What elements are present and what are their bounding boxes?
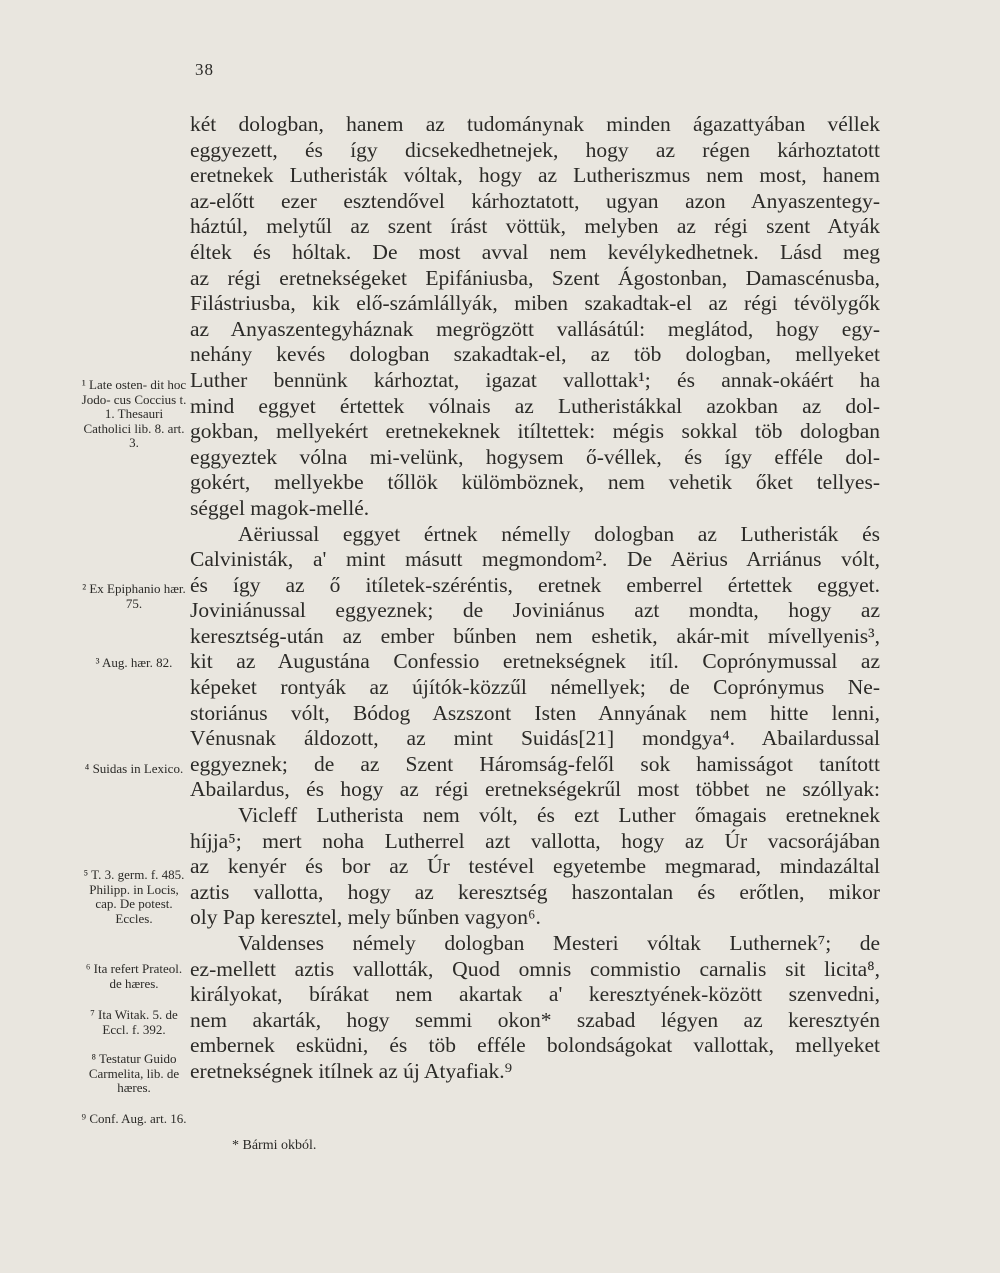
text-line: Luther bennünk kárhoztat, igazat vallottak¹; és annak-okáért ha <box>190 367 880 392</box>
text-line: híjja⁵; mert noha Lutherrel azt vallotta, hogy az Úr vacsorájában <box>190 828 880 853</box>
text-line: nem akarták, hogy semmi okon* szabad légyen az keresztyén <box>190 1007 880 1032</box>
text-line: két dologban, hanem az tudománynak minden ágazattyában véllek <box>190 112 880 136</box>
text-line: embernek esküdni, és töb efféle bolondságokat vallottak, mellyeket <box>190 1033 880 1058</box>
text-line: Valdenses némely dologban Mesteri vóltak Luthernek⁷; de <box>238 931 880 955</box>
text-line: Vicleff Lutherista nem vólt, és ezt Luther őmagais eretneknek <box>238 803 880 828</box>
text-line: az-előtt ezer esztendővel kárhoztatott, ugyan azon Anyaszentegy- <box>190 188 880 213</box>
text-line: eggyezett, és így dicsekedhetnejek, hogy az régen kárhoztatott <box>190 137 880 162</box>
text-line: ez-mellett aztis vallották, Quod omnis commistio carnalis sit licita⁸, <box>190 956 880 981</box>
text-line: királyokat, bírákat nem akartak a' keresztyének-között szenvedni, <box>190 982 880 1007</box>
text-line: eggyeztek vólna mi-velünk, hogysem ő-véllek, és így efféle dol- <box>190 444 880 469</box>
text-line: eretnekek Lutheristák vóltak, hogy az Lutheriszmus nem most, hanem <box>190 163 880 188</box>
margin-note: ⁴ Suidas in Lexico. <box>84 761 184 776</box>
text-line: kit az Augustána Confessio eretnekségnek itíl. Coprónymussal az <box>190 649 880 674</box>
text-line: oly Pap keresztel, mely bűnben vagyon⁶. <box>190 905 541 930</box>
text-line: az kenyér és bor az Úr testével egyetembe megmarad, mindazáltal <box>190 854 880 879</box>
page-number: 38 <box>195 60 214 79</box>
text-line: Abailardus, és hogy az régi eretnekségekrűl most többet ne szóllyak: <box>190 777 880 802</box>
text-line: gokban, mellyekért eretnekeknek itíltettek: mégis sokkal töb dologban <box>190 419 880 444</box>
text-line: gokért, mellyekbe tőllök külömböznek, nem vehetik őket tellyes- <box>190 470 880 495</box>
footnote: * Bármi okból. <box>232 1138 317 1153</box>
text-line: Vénusnak áldozott, az mint Suidás[21] mondgya⁴. Abailardussal <box>190 726 880 751</box>
text-line: séggel magok-mellé. <box>190 495 370 520</box>
text-line: Calvinisták, a' mint másutt megmondom². De Aërius Arriánus vólt, <box>190 547 880 572</box>
margin-note: ⁹ Conf. Aug. art. 16. <box>81 1111 187 1126</box>
text-line: storiánus vólt, Bódog Aszszont Isten Annyának nem hitte lenni, <box>190 700 880 725</box>
text-line: Aëriussal eggyet értnek némelly dologban az Lutheristák és <box>238 521 880 546</box>
margin-note: ¹ Late osten- dit hoc Jodo- cus Coccius t. 1. Thesauri Catholici lib. 8. art. 3. <box>81 377 187 450</box>
body-text <box>190 112 880 1085</box>
text-line: háztúl, melytűl az szent írást vöttük, melyben az régi szent Atyák <box>190 214 880 239</box>
text-line: az Anyaszentegyháznak megrögzött vallásátúl: meglátod, hogy egy- <box>190 316 880 341</box>
margin-note: ⁶ Ita refert Prateol. de hæres. <box>85 961 183 991</box>
margin-note: ⁷ Ita Witak. 5. de Eccl. f. 392. <box>90 1007 178 1037</box>
text-line: Filástriusba, kik elő-számlállyák, miben szakadtak-el az régi tévölygők <box>190 291 880 316</box>
text-line: Joviniánussal eggyeznek; de Joviniánus azt mondta, hogy az <box>190 598 880 623</box>
margin-note: ³ Aug. hær. 82. <box>95 655 173 670</box>
text-line: nehány kevés dologban szakadtak-el, az töb dologban, mellyeket <box>190 342 880 367</box>
text-line: az régi eretnekségeket Epifániusba, Szent Ágostonban, Damascénusba, <box>190 265 880 290</box>
margin-note: ⁵ T. 3. germ. f. 485. Philipp. in Locis, cap. De potest. Eccles. <box>83 867 185 926</box>
text-line: eggyeznek; de az Szent Háromság-felől sok hamisságot tanított <box>190 751 880 776</box>
text-line: keresztség-után az ember bűnben nem eshetik, akár-mit mívellyenis³, <box>190 623 880 648</box>
text-line: eretnekségnek itílnek az új Atyafiak.⁹ <box>190 1058 513 1083</box>
text-line: és így az ő itíletek-széréntis, eretnek emberrel értettek eggyet. <box>190 572 880 597</box>
text-line: képeket rontyák az újítók-közzűl némellyek; de Coprónymus Ne- <box>190 675 880 700</box>
margin-note: ² Ex Epiphanio hær. 75. <box>82 581 186 611</box>
text-line: éltek és hóltak. De most avval nem kevélykedhetnek. Lásd meg <box>190 239 880 264</box>
margin-note: ⁸ Testatur Guido Carmelita, lib. de hæres. <box>88 1051 180 1095</box>
text-line: aztis vallotta, hogy az keresztség haszontalan és erőtlen, mikor <box>190 879 880 904</box>
text-line: mind eggyet értettek vólnais az Lutheristákkal azokban az dol- <box>190 393 880 418</box>
